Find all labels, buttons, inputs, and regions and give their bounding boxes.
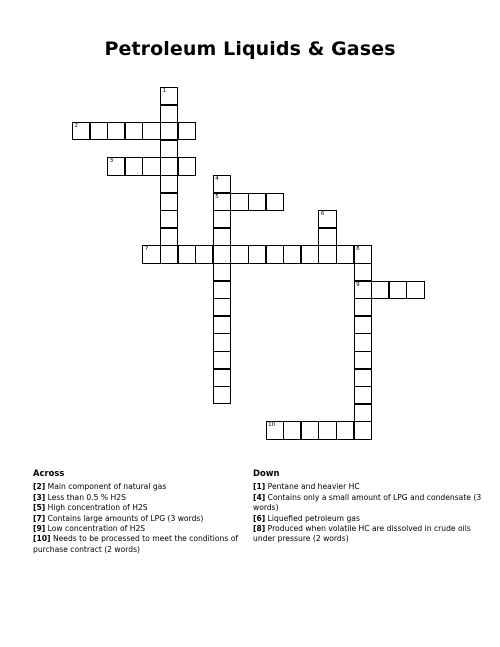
grid-cell[interactable] — [266, 193, 284, 211]
clue-number: [4] — [253, 492, 266, 502]
grid-cell[interactable] — [213, 369, 231, 387]
clue-text: Needs to be processed to meet the conditions of purchase contract (2 words) — [33, 534, 239, 554]
grid-cell[interactable] — [406, 281, 424, 299]
grid-cell[interactable] — [160, 228, 178, 246]
grid-cell[interactable] — [213, 175, 231, 193]
grid-cell[interactable] — [318, 421, 336, 439]
across-clue — [33, 492, 266, 503]
grid-cell[interactable] — [160, 245, 178, 263]
grid-cell[interactable] — [160, 157, 178, 175]
grid-cell[interactable] — [213, 351, 231, 369]
clue-text: Main component of natural gas — [47, 482, 167, 492]
clue-text: Less than 0.5 % H2S — [47, 492, 126, 502]
clue-text: High concentration of H2S — [47, 503, 148, 513]
clue-number: [8] — [253, 524, 266, 534]
clue-number: [9] — [33, 524, 46, 534]
clue-number: [3] — [33, 492, 46, 502]
grid-cell[interactable] — [213, 298, 231, 316]
grid-cell[interactable] — [248, 193, 266, 211]
clue-text: Produced when volatile HC are dissolved in crude oils under pressure (2 words) — [253, 524, 471, 544]
grid-cell[interactable] — [213, 263, 231, 281]
grid-cell[interactable] — [248, 245, 266, 263]
grid-cell[interactable] — [178, 122, 196, 140]
grid-cell[interactable] — [230, 245, 248, 263]
grid-cell[interactable] — [354, 351, 372, 369]
grid-cell[interactable] — [213, 193, 231, 211]
clue-number: [7] — [33, 513, 46, 523]
across-clue — [33, 524, 266, 534]
grid-cell[interactable] — [195, 245, 213, 263]
grid-cell[interactable] — [142, 245, 160, 263]
cell-number: 5 — [215, 193, 219, 200]
grid-cell[interactable] — [107, 157, 125, 175]
grid-cell[interactable] — [301, 245, 319, 263]
across-heading: Across — [33, 468, 65, 478]
grid-cell[interactable] — [371, 281, 389, 299]
grid-cell[interactable] — [160, 122, 178, 140]
cell-number: 9 — [356, 281, 360, 288]
grid-cell[interactable] — [283, 245, 301, 263]
down-clue — [253, 482, 483, 492]
grid-cell[interactable] — [160, 193, 178, 211]
across-clue — [33, 503, 263, 513]
grid-cell[interactable] — [160, 175, 178, 193]
grid-cell[interactable] — [213, 333, 231, 351]
grid-cell[interactable] — [266, 245, 284, 263]
cell-number: 8 — [356, 246, 360, 253]
puzzle-title: Petroleum Liquids & Gases — [104, 38, 396, 60]
grid-cell[interactable] — [142, 157, 160, 175]
clue-text: Contains large amounts of LPG (3 words) — [47, 513, 204, 523]
grid-cell[interactable] — [283, 421, 301, 439]
across-clues — [33, 468, 266, 555]
grid-cell[interactable] — [230, 193, 248, 211]
grid-cell[interactable] — [318, 210, 336, 228]
grid-cell[interactable] — [354, 369, 372, 387]
grid-cell[interactable] — [354, 263, 372, 281]
grid-cell[interactable] — [354, 404, 372, 422]
clue-text: Liquefied petroleum gas — [267, 513, 360, 523]
cell-number: 6 — [320, 211, 325, 218]
grid-cell[interactable] — [90, 122, 108, 140]
grid-cell[interactable] — [178, 245, 196, 263]
down-clues — [253, 468, 483, 545]
grid-cell[interactable] — [354, 333, 372, 351]
grid-cell[interactable] — [107, 122, 125, 140]
grid-cell[interactable] — [213, 386, 231, 404]
grid-cell[interactable] — [301, 421, 319, 439]
clue-text: Pentane and heavier HC — [267, 482, 360, 492]
down-clue — [253, 514, 483, 524]
clue-number: [6] — [253, 513, 266, 523]
cell-number: 7 — [144, 246, 149, 253]
cell-number: 3 — [109, 158, 114, 165]
across-clue — [33, 534, 263, 555]
grid-cell[interactable] — [125, 122, 143, 140]
grid-cell[interactable] — [160, 105, 178, 123]
grid-cell[interactable] — [160, 140, 178, 158]
across-clue — [33, 482, 266, 492]
cell-number: 2 — [74, 123, 78, 130]
grid-cell[interactable] — [354, 281, 372, 299]
down-clue — [253, 524, 483, 545]
grid-cell[interactable] — [213, 228, 231, 246]
grid-cell[interactable] — [213, 210, 231, 228]
grid-cell[interactable] — [160, 87, 178, 105]
clue-number: [2] — [33, 482, 46, 492]
cell-number: 4 — [215, 176, 219, 182]
grid-cell[interactable] — [354, 298, 372, 316]
down-heading: Down — [253, 468, 280, 478]
grid-cell[interactable] — [318, 245, 336, 263]
clue-number: [10] — [33, 534, 51, 544]
grid-cell[interactable] — [354, 245, 372, 263]
grid-cell[interactable] — [266, 421, 284, 439]
grid-cell[interactable] — [160, 210, 178, 228]
grid-cell[interactable] — [318, 228, 336, 246]
clue-text: Low concentration of H2S — [47, 524, 146, 534]
grid-cell[interactable] — [213, 245, 231, 263]
grid-cell[interactable] — [125, 157, 143, 175]
grid-cell[interactable] — [213, 281, 231, 299]
clue-text: Contains only a small amount of LPG and condensate (3 words) — [253, 492, 482, 513]
across-clue — [33, 513, 266, 524]
grid-cell[interactable] — [213, 316, 231, 334]
clue-number: [5] — [33, 503, 46, 513]
grid-cell[interactable] — [336, 421, 354, 439]
grid-cell[interactable] — [72, 122, 90, 140]
grid-cell[interactable] — [142, 122, 160, 140]
cell-number: 10 — [268, 422, 276, 429]
grid-cell[interactable] — [354, 316, 372, 334]
grid-cell[interactable] — [336, 245, 354, 263]
grid-cell[interactable] — [178, 157, 196, 175]
grid-cell[interactable] — [389, 281, 407, 299]
clue-number: [1] — [253, 482, 266, 492]
grid-cell[interactable] — [354, 386, 372, 404]
grid-cell[interactable] — [354, 421, 372, 439]
down-clue — [253, 493, 483, 514]
cell-number: 1 — [162, 88, 166, 94]
